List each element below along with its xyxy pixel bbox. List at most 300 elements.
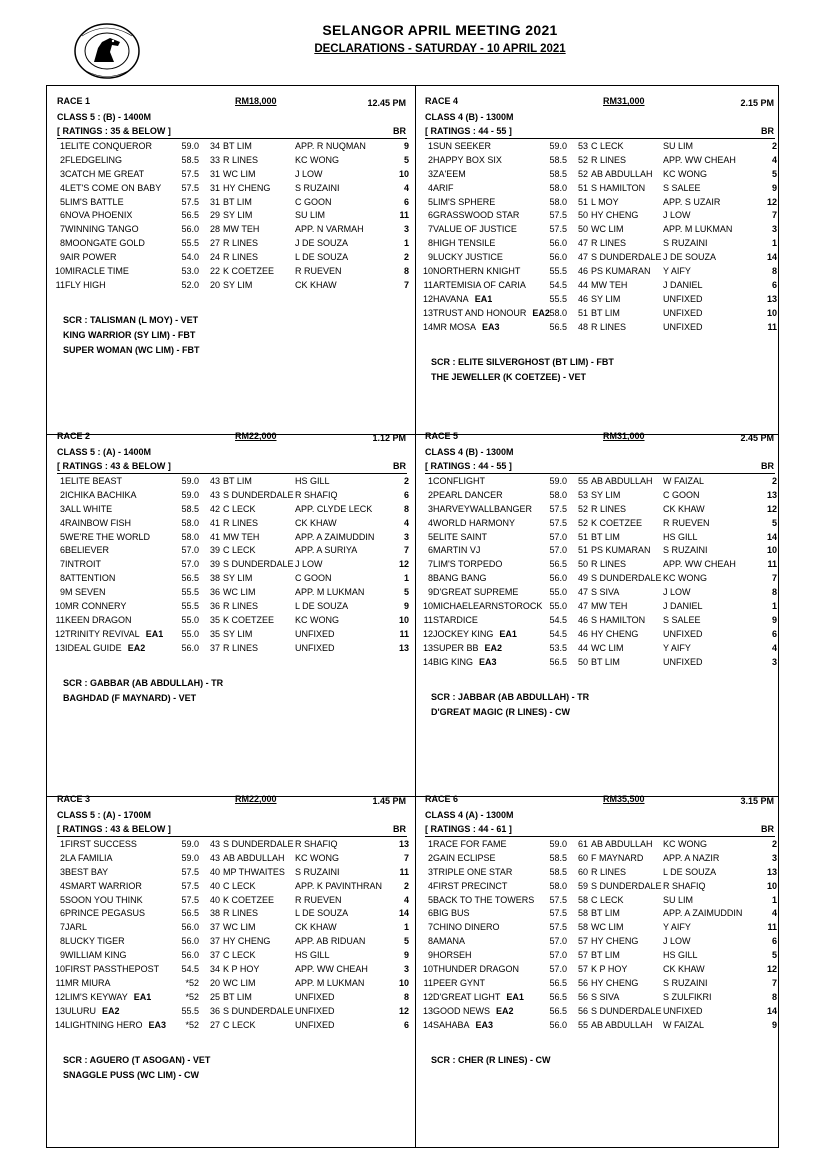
trainer: C GOON (295, 573, 332, 584)
page-title: SELANGOR APRIL MEETING 2021 (322, 22, 558, 38)
runner-row (49, 921, 414, 935)
barrier-draw: 12 (766, 964, 777, 975)
trainer: UNFIXED (663, 293, 703, 304)
rating: 51 (577, 307, 588, 318)
handicap-weight: 56.0 (549, 238, 567, 249)
barrier-draw: 1 (403, 922, 409, 933)
horse-name-text: LIM'S TORPEDO (433, 559, 503, 570)
barrier-draw: 3 (771, 852, 777, 863)
runner-number: 1 (427, 476, 433, 486)
runner-number: 9 (427, 950, 433, 961)
rating: 34 (209, 964, 220, 975)
emergency-acceptor-tag: EA2 (102, 1005, 120, 1016)
runner-number: 13 (54, 642, 65, 653)
jockey: R LINES (591, 559, 627, 570)
jockey: BT LIM (591, 307, 620, 318)
barrier-draw: 14 (766, 252, 777, 263)
jockey: S HAMILTON (591, 614, 646, 625)
barrier-draw: 9 (771, 614, 777, 625)
jockey: L MOY (591, 196, 619, 207)
handicap-weight: 57.5 (181, 168, 199, 179)
barrier-draw: 8 (403, 991, 409, 1002)
trainer: C GOON (295, 196, 332, 207)
runner-number: 7 (59, 224, 65, 235)
runner-row (49, 572, 414, 586)
trainer: Y AIFY (663, 266, 691, 277)
barrier-draw: 10 (398, 977, 409, 988)
handicap-weight: 56.0 (549, 573, 567, 584)
runner-row (417, 977, 782, 991)
rating: 53 (577, 141, 588, 151)
rating: 28 (209, 224, 220, 235)
horse-name (433, 908, 470, 918)
trainer: R SHAFIQ (663, 880, 706, 891)
handicap-weight: 58.0 (549, 307, 567, 318)
horse-name (65, 210, 132, 220)
horse-name (433, 629, 517, 639)
horse-name-text: ARTEMISIA OF CARIA (433, 279, 526, 290)
runner-number: 2 (427, 852, 433, 863)
barrier-draw: 13 (398, 642, 409, 653)
horse-name-text: AMANA (433, 936, 466, 947)
jockey: AB ABDULLAH (223, 852, 285, 863)
trainer: S ZULFIKRI (663, 991, 712, 1002)
barrier-draw: 4 (403, 894, 409, 905)
trainer: UNFIXED (295, 628, 335, 639)
handicap-weight: 56.0 (181, 922, 199, 933)
horse-name (65, 964, 159, 974)
horse-name-text: IDEAL GUIDE (65, 642, 122, 653)
horse-name-text: WE'RE THE WORLD (65, 531, 151, 542)
runner-row (49, 503, 414, 517)
horse-name-text: TRIPLE ONE STAR (433, 866, 513, 877)
barrier-draw: 14 (766, 1005, 777, 1016)
horse-name (65, 545, 109, 555)
horse-name-text: STARDICE (433, 614, 478, 625)
barrier-draw: 13 (398, 839, 409, 849)
rating: 22 (209, 266, 220, 277)
horse-name (433, 853, 496, 863)
horse-name-text: FIRST PASSTHEPOST (65, 964, 160, 975)
horse-name (65, 839, 137, 849)
trainer: R SHAFIQ (295, 839, 338, 849)
horse-name-text: PEER GYNT (433, 977, 486, 988)
handicap-weight: 57.5 (181, 196, 199, 207)
trainer: L DE SOUZA (295, 601, 349, 612)
race-name: RACE 2 (57, 431, 91, 441)
runner-number: 12 (54, 628, 65, 639)
barrier-draw: 11 (767, 321, 777, 332)
ratings-underline (425, 473, 775, 474)
rating: 51 (577, 182, 588, 193)
barrier-draw: 12 (766, 503, 777, 514)
trainer: R RUEVEN (295, 266, 342, 277)
barrier-draw: 10 (766, 545, 777, 556)
handicap-weight: 58.0 (549, 489, 567, 500)
scratching-note: SCR : AGUERO (T ASOGAN) - VET (63, 1054, 211, 1065)
jockey: S DUNDERDALE (591, 573, 662, 584)
runner-number: 3 (59, 168, 65, 179)
barrier-draw: 7 (403, 545, 409, 556)
barrier-draw: 8 (771, 266, 777, 277)
horse-name (65, 155, 122, 165)
horse-name (433, 322, 500, 332)
runner-row (417, 866, 782, 880)
ratings-underline (425, 138, 775, 139)
barrier-draw: 1 (403, 573, 409, 584)
horse-name-text: HAVANA (433, 293, 469, 304)
handicap-weight: *52 (185, 991, 199, 1002)
jockey: WC LIM (223, 168, 256, 179)
jockey: R LINES (591, 238, 627, 249)
handicap-weight: 58.0 (549, 182, 567, 193)
runner-number: 6 (427, 908, 433, 919)
runner-row (417, 517, 782, 531)
handicap-weight: 59.0 (181, 852, 199, 863)
runner-number: 3 (59, 503, 65, 514)
barrier-draw: 7 (771, 210, 777, 221)
jockey: S DUNDERDALE (591, 1005, 662, 1016)
emergency-acceptor-tag: EA2 (484, 642, 503, 653)
runner-number: 9 (59, 587, 65, 598)
scratching-note: SCR : TALISMAN (L MOY) - VET (63, 314, 199, 325)
barrier-draw: 5 (771, 950, 777, 961)
jockey: R LINES (223, 601, 259, 612)
horse-name-text: PEARL DANCER (433, 489, 503, 500)
runner-row (417, 656, 782, 670)
trainer: KC WONG (663, 168, 707, 179)
handicap-weight: 57.0 (181, 545, 199, 556)
runner-row (49, 544, 414, 558)
barrier-draw: 3 (771, 656, 777, 667)
horse-name-text: D'GREAT SUPREME (433, 587, 519, 598)
barrier-draw: 3 (403, 224, 409, 235)
horse-name (65, 950, 127, 960)
handicap-weight: 57.5 (549, 210, 567, 221)
trainer: S SALEE (663, 614, 701, 625)
barrier-draw: 2 (403, 252, 409, 263)
trainer: APP. WW CHEAH (663, 154, 736, 165)
jockey: SY LIM (591, 489, 621, 500)
horse-name-text: SAHABA (433, 1019, 470, 1030)
horse-name-text: VALUE OF JUSTICE (433, 224, 517, 235)
runner-number: 14 (422, 1019, 433, 1030)
runner-number: 1 (59, 141, 65, 151)
runner-number: 11 (423, 614, 433, 625)
rating: 48 (577, 321, 588, 332)
handicap-weight: 59.0 (181, 141, 199, 151)
race-panel-6 (417, 784, 782, 1134)
rating: 41 (209, 531, 220, 542)
rating: 27 (209, 1019, 220, 1030)
rating: 35 (209, 628, 220, 639)
trainer: APP. A ZAIMUDDIN (295, 531, 375, 542)
handicap-weight: 59.0 (181, 476, 199, 486)
runner-row (417, 894, 782, 908)
trainer: S RUZAINI (295, 866, 340, 877)
barrier-draw: 10 (398, 614, 409, 625)
runner-number: 4 (427, 517, 433, 528)
rating: 52 (577, 168, 588, 179)
emergency-acceptor-tag: EA1 (133, 991, 152, 1002)
runner-number: 14 (422, 321, 433, 332)
emergency-acceptor-tag: EA1 (474, 293, 493, 304)
horse-name-text: CONFLIGHT (433, 476, 486, 486)
horse-name-text: AIR POWER (65, 252, 117, 263)
barrier-draw: 1 (771, 894, 777, 905)
jockey: R LINES (591, 321, 627, 332)
barrier-draw: 4 (771, 154, 777, 165)
emergency-acceptor-tag: EA2 (127, 642, 146, 653)
runner-number: 6 (59, 908, 65, 919)
barrier-draw: 8 (403, 503, 409, 514)
jockey: R LINES (223, 238, 259, 249)
horse-name-text: ARIF (433, 182, 454, 193)
runner-row (417, 1019, 782, 1033)
barrier-draw: 6 (771, 936, 777, 947)
race-class: CLASS 5 : (A) - 1700M (57, 810, 152, 820)
rating: 20 (209, 279, 220, 290)
barrier-draw: 11 (399, 210, 409, 221)
trainer: UNFIXED (663, 656, 703, 667)
trainer: KC WONG (663, 839, 707, 849)
horse-name-text: MOONGATE GOLD (65, 238, 145, 249)
ratings-underline (57, 473, 407, 474)
rating: 40 (209, 894, 220, 905)
handicap-weight: *52 (185, 1019, 199, 1030)
scratching-note: SCR : GABBAR (AB ABDULLAH) - TR (63, 677, 224, 688)
runner-number: 8 (427, 238, 433, 249)
runner-row (417, 223, 782, 237)
rating: 25 (209, 991, 220, 1002)
rating: 61 (577, 839, 588, 849)
race-prize: RM22,000 (235, 794, 277, 804)
runner-number: 1 (427, 141, 433, 151)
horse-name-text: ATTENTION (65, 573, 116, 584)
barrier-draw: 4 (771, 642, 777, 653)
horse-name (65, 936, 125, 946)
rating: 47 (577, 238, 588, 249)
horse-name (65, 183, 161, 193)
trainer: J LOW (663, 587, 691, 598)
jockey: C LECK (223, 950, 256, 961)
barrier-draw: 2 (771, 476, 777, 486)
barrier-draw: 6 (403, 1019, 409, 1030)
jockey: BT LIM (223, 476, 252, 486)
horse-name-text: ZA'EEM (433, 168, 466, 179)
barrier-draw: 10 (766, 307, 777, 318)
jockey: F MAYNARD (591, 852, 644, 863)
handicap-weight: 57.5 (181, 894, 199, 905)
horse-name-text: SUPER BB (433, 642, 479, 653)
handicap-weight: 57.5 (549, 503, 567, 514)
scratching-note: D'GREAT MAGIC (R LINES) - CW (431, 706, 570, 717)
barrier-draw: 13 (766, 489, 777, 500)
race-class: CLASS 4 (B) - 1300M (425, 447, 514, 457)
trainer: L DE SOUZA (663, 866, 717, 877)
handicap-weight: 55.5 (181, 238, 199, 249)
horse-name (65, 922, 87, 932)
handicap-weight: 56.0 (181, 224, 199, 235)
barrier-header: BR (761, 461, 774, 471)
horse-name-text: BEST BAY (65, 866, 109, 877)
rating: 31 (209, 168, 220, 179)
rating: 42 (209, 503, 220, 514)
runner-row (417, 307, 782, 321)
trainer: APP. M LUKMAN (295, 977, 365, 988)
handicap-weight: 56.5 (549, 991, 567, 1002)
runner-number: 5 (427, 894, 433, 905)
emergency-acceptor-tag: EA1 (499, 628, 517, 639)
handicap-weight: 57.0 (549, 531, 567, 542)
runner-row (417, 991, 782, 1005)
horse-name (433, 881, 507, 891)
rating: 58 (577, 922, 588, 933)
runner-number: 9 (59, 950, 65, 961)
horse-name-text: GAIN ECLIPSE (433, 852, 496, 863)
trainer: APP. AB RIDUAN (295, 936, 366, 947)
jockey: C LECK (591, 141, 624, 151)
jockey: BT LIM (591, 656, 620, 667)
barrier-draw: 5 (403, 936, 409, 947)
rating: 47 (577, 252, 588, 263)
handicap-weight: 55.5 (549, 293, 567, 304)
horse-name-text: ULURU (65, 1005, 97, 1016)
horse-name (433, 601, 542, 611)
jockey: R LINES (591, 154, 627, 165)
emergency-acceptor-tag: EA2 (532, 307, 550, 318)
rating: 43 (209, 489, 220, 500)
rating: 51 (577, 531, 588, 542)
horse-name-text: TRINITY REVIVAL (65, 628, 140, 639)
runner-number: 7 (59, 559, 65, 570)
horse-name (65, 559, 101, 569)
horse-name-text: FIRST SUCCESS (65, 839, 137, 849)
scratching-note: THE JEWELLER (K COETZEE) - VET (431, 371, 587, 382)
runner-row (49, 265, 414, 279)
rating: 29 (209, 210, 220, 221)
jockey: AB ABDULLAH (591, 1019, 653, 1030)
runner-row (49, 182, 414, 196)
runners-list (49, 140, 414, 293)
horse-name (65, 280, 106, 290)
horse-name (65, 141, 152, 151)
scratching-note: BAGHDAD (F MAYNARD) - VET (63, 692, 197, 703)
runner-number: 3 (59, 866, 65, 877)
runner-row (417, 168, 782, 182)
barrier-draw: 5 (771, 168, 777, 179)
horse-name (433, 657, 497, 667)
rating: 37 (209, 936, 220, 947)
runner-row (49, 489, 414, 503)
jockey: K P HOY (223, 964, 260, 975)
rating: 47 (577, 601, 588, 612)
runner-row (417, 489, 782, 503)
runner-number: 5 (427, 531, 433, 542)
emergency-acceptor-tag: EA1 (506, 991, 524, 1002)
rating: 55 (577, 476, 588, 486)
scratching-note: SCR : JABBAR (AB ABDULLAH) - TR (431, 691, 590, 702)
runner-number: 6 (59, 545, 65, 556)
barrier-draw: 9 (403, 141, 409, 151)
rating: 33 (209, 154, 220, 165)
horse-name (433, 238, 495, 248)
rating: 43 (209, 852, 220, 863)
scratching-note: SNAGGLE PUSS (WC LIM) - CW (63, 1069, 199, 1080)
runner-row (417, 614, 782, 628)
runner-row (49, 140, 414, 154)
trainer: CK KHAW (295, 279, 337, 290)
handicap-weight: 58.0 (181, 531, 199, 542)
runner-row (49, 517, 414, 531)
handicap-weight: 57.5 (549, 908, 567, 919)
horse-name (65, 266, 129, 276)
runner-number: 2 (427, 489, 433, 500)
barrier-draw: 2 (771, 141, 777, 151)
horse-name-text: GRASSWOOD STAR (433, 210, 520, 221)
runner-row (49, 949, 414, 963)
horse-name (433, 559, 502, 569)
runner-number: 10 (422, 266, 433, 277)
horse-name (433, 936, 465, 946)
horse-name-text: LIGHTNING HERO (65, 1019, 143, 1030)
jockey: HY CHENG (591, 210, 639, 221)
horse-name (65, 252, 117, 262)
runner-number: 4 (59, 517, 65, 528)
race-prize: RM31,000 (603, 431, 645, 441)
horse-name-text: ELITE CONQUEROR (65, 141, 153, 151)
handicap-weight: 56.0 (181, 642, 199, 653)
horse-name (65, 629, 163, 639)
runner-row (417, 265, 782, 279)
runner-row (417, 251, 782, 265)
runner-row (49, 154, 414, 168)
race-name: RACE 5 (425, 431, 459, 441)
horse-name (65, 224, 139, 234)
barrier-header: BR (393, 824, 406, 834)
trainer: CK KHAW (295, 517, 337, 528)
trainer: W FAIZAL (663, 476, 705, 486)
barrier-draw: 6 (403, 196, 409, 207)
jockey: R LINES (223, 252, 259, 263)
horse-name (65, 1020, 166, 1030)
jockey: C LECK (223, 880, 256, 891)
rating: 31 (209, 182, 220, 193)
runner-row (49, 963, 414, 977)
trainer: APP. WW CHEAH (295, 964, 368, 975)
barrier-draw: 7 (771, 573, 777, 584)
rating: 31 (209, 196, 220, 207)
horse-name (433, 141, 491, 151)
runner-number: 2 (59, 154, 65, 165)
trainer: UNFIXED (663, 321, 703, 332)
horse-name (433, 922, 500, 932)
jockey: S DUNDERDALE (223, 1005, 294, 1016)
rating: 46 (577, 293, 588, 304)
rating: 36 (209, 601, 220, 612)
horse-name-text: MR CONNERY (65, 601, 127, 612)
jockey: K P HOY (591, 964, 628, 975)
runner-row (49, 838, 414, 852)
runner-number: 10 (422, 964, 433, 975)
rating: 51 (577, 196, 588, 207)
runner-number: 3 (427, 168, 433, 179)
jockey: MW TEH (591, 279, 628, 290)
barrier-draw: 4 (403, 182, 409, 193)
trainer: KC WONG (663, 573, 707, 584)
jockey: AB ABDULLAH (591, 476, 653, 486)
jockey: BT LIM (591, 531, 620, 542)
